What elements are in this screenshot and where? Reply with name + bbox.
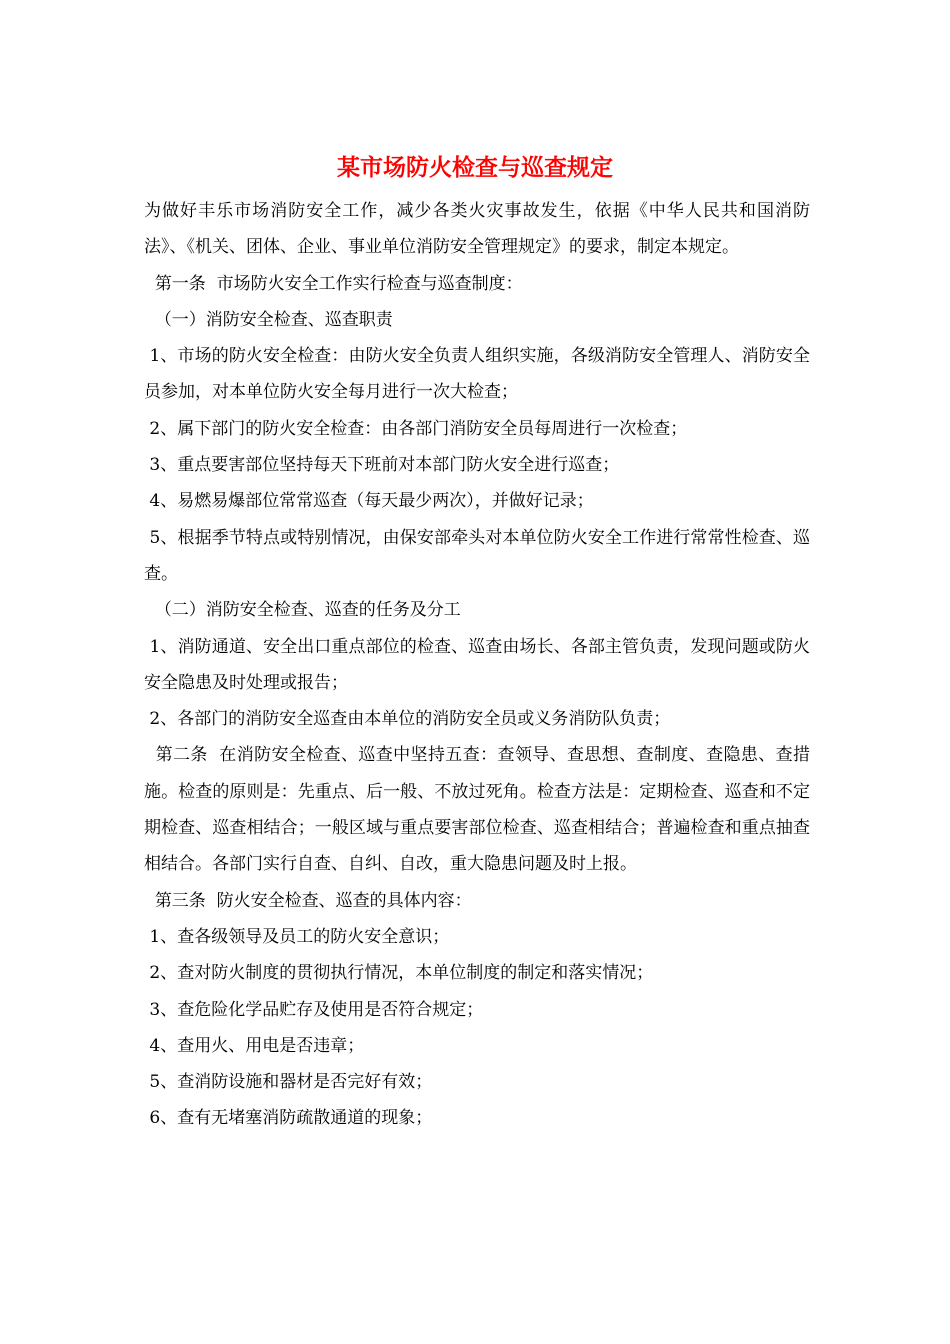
document-title: 某市场防火检查与巡查规定 — [337, 154, 613, 181]
paragraph-article-3: 第三条 防火安全检查、巡查的具体内容： — [144, 890, 472, 911]
paragraph-section-1: （一）消防安全检查、巡查职责 — [144, 309, 393, 330]
paragraph-item: 3、查危险化学品贮存及使用是否符合规定； — [144, 999, 484, 1020]
paragraph-article-1: 第一条 市场防火安全工作实行检查与巡查制度： — [144, 273, 523, 294]
paragraph-item: 6、查有无堵塞消防疏散通道的现象； — [144, 1108, 433, 1129]
paragraph-section-2: （二）消防安全检查、巡查的任务及分工 — [144, 600, 461, 621]
paragraph-item: 4、易燃易爆部位常常巡查（每天最少两次），并做好记录； — [144, 491, 594, 512]
paragraph-item: 5、查消防设施和器材是否完好有效； — [144, 1072, 433, 1093]
paragraph-item: 2、查对防火制度的贯彻执行情况，本单位制度的制定和落实情况； — [144, 963, 654, 984]
paragraph-item: 1、市场的防火安全检查：由防火安全负责人组织实施，各级消防安全管理人、消防安全员参加，对本单位防火安全每月进行一次大检查； — [144, 346, 810, 403]
paragraph-item: 2、属下部门的防火安全检查：由各部门消防安全员每周进行一次检查； — [144, 418, 688, 439]
paragraph-item: 1、消防通道、安全出口重点部位的检查、巡查由场长、各部主管负责，发现问题或防火安全隐患及时处理或报告； — [144, 636, 810, 693]
paragraph-item: 2、各部门的消防安全巡查由本单位的消防安全员或义务消防队负责； — [144, 709, 671, 730]
document-body — [144, 193, 810, 1137]
paragraph-item: 4、查用火、用电是否违章； — [144, 1035, 365, 1056]
paragraph-item: 1、查各级领导及员工的防火安全意识； — [144, 926, 450, 947]
paragraph-intro: 为做好丰乐市场消防安全工作，减少各类火灾事故发生，依据《中华人民共和国消防法》、《机关、团体、企业、事业单位消防安全管理规定》的要求，制定本规定。 — [144, 201, 810, 258]
paragraph-item: 3、重点要害部位坚持每天下班前对本部门防火安全进行巡查； — [144, 455, 620, 476]
paragraph-item: 5、根据季节特点或特别情况，由保安部牵头对本单位防火安全工作进行常常性检查、巡查。 — [144, 527, 810, 584]
paragraph-article-2: 第二条 在消防安全检查、巡查中坚持五查：查领导、查思想、查制度、查隐患、查措施。检查的原则是：先重点、后一般、不放过死角。检查方法是：定期检查、巡查和不定期检查、巡查相结合；一般区域与重点要害部位检查、巡查相结合；普遍检查和重点抽查相结合。各部门实行自查、自纠、自改，重大隐患问题及时上报。 — [144, 745, 810, 875]
